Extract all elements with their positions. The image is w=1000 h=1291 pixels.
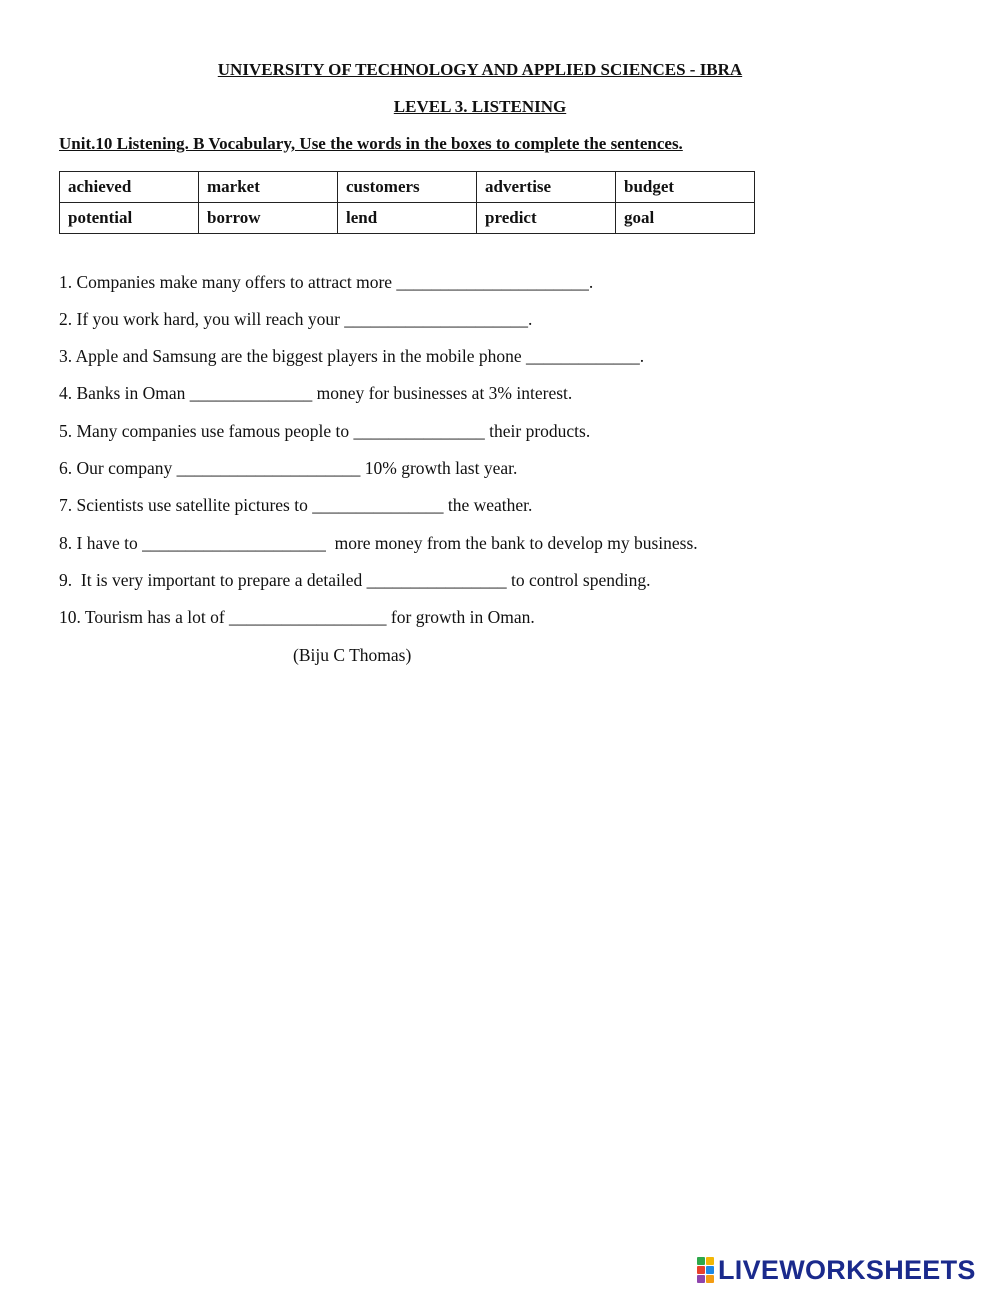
- question-1[interactable]: 1. Companies make many offers to attract more ______________________.: [59, 272, 594, 292]
- question-4[interactable]: 4. Banks in Oman ______________ money for businesses at 3% interest.: [59, 383, 573, 403]
- word-cell: advertise: [477, 172, 616, 203]
- liveworksheets-logo[interactable]: [697, 1255, 976, 1285]
- university-title: UNIVERSITY OF TECHNOLOGY AND APPLIED SCIENCES - IBRA: [217, 60, 743, 79]
- liveworksheets-logo-icon: [697, 1257, 714, 1283]
- question-3[interactable]: 3. Apple and Samsung are the biggest players in the mobile phone _____________.: [59, 346, 645, 366]
- word-cell: predict: [477, 203, 616, 234]
- question-10[interactable]: 10. Tourism has a lot of __________________ for growth in Oman.: [59, 607, 535, 627]
- level-title: LEVEL 3. LISTENING: [393, 97, 567, 116]
- word-cell: budget: [616, 172, 755, 203]
- word-cell: market: [199, 172, 338, 203]
- question-9[interactable]: 9. It is very important to prepare a detailed ________________ to control spending.: [59, 570, 651, 590]
- question-6[interactable]: 6. Our company _____________________ 10% growth last year.: [59, 458, 518, 478]
- logo-text: LIVEWORKSHEETS: [718, 1254, 976, 1285]
- question-8[interactable]: 8. I have to _____________________ more money from the bank to develop my business.: [59, 533, 698, 553]
- word-box-table: [59, 171, 755, 234]
- word-cell: potential: [60, 203, 199, 234]
- word-box-row: [60, 203, 755, 234]
- question-7[interactable]: 7. Scientists use satellite pictures to _______________ the weather.: [59, 495, 533, 515]
- word-box-row: [60, 172, 755, 203]
- question-2[interactable]: 2. If you work hard, you will reach your _____________________.: [59, 309, 533, 329]
- author-credit: (Biju C Thomas): [293, 645, 412, 665]
- word-cell: goal: [616, 203, 755, 234]
- instruction-text: Unit.10 Listening. B Vocabulary, Use the words in the boxes to complete the sentences.: [59, 134, 683, 153]
- word-cell: lend: [338, 203, 477, 234]
- word-cell: borrow: [199, 203, 338, 234]
- question-5[interactable]: 5. Many companies use famous people to _______________ their products.: [59, 421, 591, 441]
- word-cell: achieved: [60, 172, 199, 203]
- word-cell: customers: [338, 172, 477, 203]
